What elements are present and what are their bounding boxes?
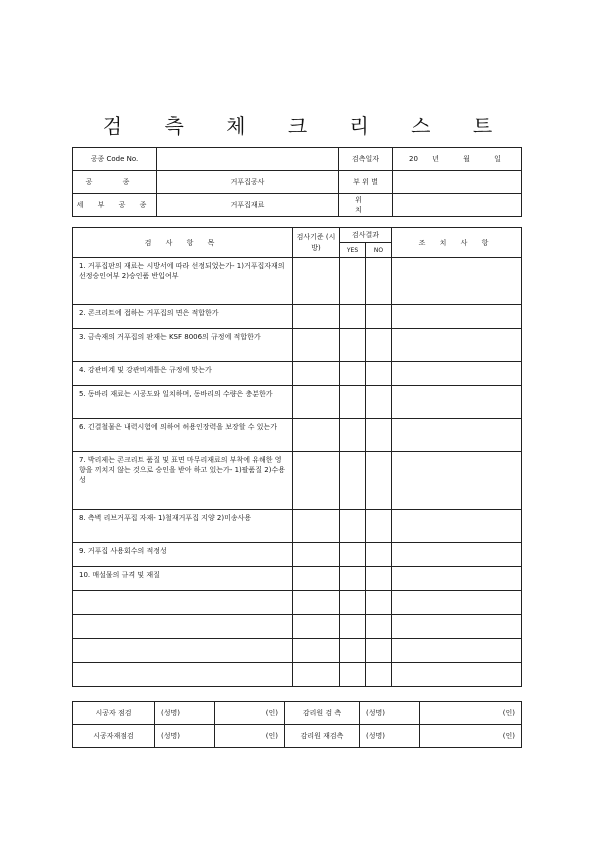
yes-cell[interactable] bbox=[340, 258, 366, 305]
blank-item-cell[interactable] bbox=[73, 639, 293, 663]
yes-cell[interactable] bbox=[340, 543, 366, 567]
action-cell[interactable] bbox=[392, 615, 522, 639]
contractor-check-seal[interactable]: (인) bbox=[215, 702, 285, 725]
action-cell[interactable] bbox=[392, 639, 522, 663]
yes-cell[interactable] bbox=[340, 362, 366, 386]
action-cell[interactable] bbox=[392, 567, 522, 591]
yes-cell[interactable] bbox=[340, 567, 366, 591]
contractor-check-sign[interactable]: (성명) bbox=[155, 702, 215, 725]
supervisor-reinspection-seal[interactable]: (인) bbox=[420, 725, 522, 748]
subwork-value[interactable]: 거푸집재료 bbox=[157, 194, 339, 217]
yes-cell[interactable] bbox=[340, 615, 366, 639]
yes-cell[interactable] bbox=[340, 386, 366, 419]
subwork-label: 세 부 공 종 bbox=[73, 194, 157, 217]
criteria-cell[interactable] bbox=[293, 615, 340, 639]
criteria-cell[interactable] bbox=[293, 663, 340, 687]
supervisor-inspection-seal[interactable]: (인) bbox=[420, 702, 522, 725]
yes-cell[interactable] bbox=[340, 510, 366, 543]
no-cell[interactable] bbox=[366, 452, 392, 510]
no-cell[interactable] bbox=[366, 567, 392, 591]
col-no-header: NO bbox=[366, 243, 392, 258]
location-field[interactable] bbox=[393, 171, 522, 194]
supervisor-reinspection-sign[interactable]: (성명) bbox=[360, 725, 420, 748]
date-month-unit: 월 bbox=[463, 155, 470, 163]
action-cell[interactable] bbox=[392, 362, 522, 386]
yes-cell[interactable] bbox=[340, 639, 366, 663]
action-cell[interactable] bbox=[392, 258, 522, 305]
no-cell[interactable] bbox=[366, 639, 392, 663]
action-cell[interactable] bbox=[392, 419, 522, 452]
no-cell[interactable] bbox=[366, 258, 392, 305]
date-year: 20 bbox=[409, 155, 418, 163]
no-cell[interactable] bbox=[366, 362, 392, 386]
action-cell[interactable] bbox=[392, 510, 522, 543]
yes-cell[interactable] bbox=[340, 591, 366, 615]
blank-item-cell[interactable] bbox=[73, 615, 293, 639]
no-cell[interactable] bbox=[366, 591, 392, 615]
checklist-item-10: 10. 매설물의 규격 및 재질 bbox=[73, 567, 293, 591]
yes-cell[interactable] bbox=[340, 452, 366, 510]
checklist-item-8: 8. 측벽 리브거푸집 자재- 1)철재거푸집 지양 2)미송사용 bbox=[73, 510, 293, 543]
criteria-cell[interactable] bbox=[293, 419, 340, 452]
page-title: 검 측 체 크 리 스 트 bbox=[102, 114, 511, 138]
criteria-cell[interactable] bbox=[293, 591, 340, 615]
yes-cell[interactable] bbox=[340, 419, 366, 452]
action-cell[interactable] bbox=[392, 591, 522, 615]
checklist-item-3: 3. 금속재의 거푸집의 판재는 KSF 8006의 규정에 적합한가 bbox=[73, 329, 293, 362]
work-label: 공 종 bbox=[73, 171, 157, 194]
date-field[interactable] bbox=[393, 148, 522, 171]
header-table bbox=[72, 147, 522, 217]
code-label: 공종 Code No. bbox=[73, 148, 157, 171]
signature-table bbox=[72, 701, 522, 748]
yes-cell[interactable] bbox=[340, 305, 366, 329]
date-year-unit: 년 bbox=[432, 155, 439, 163]
supervisor-reinspection-label: 감리원 재검측 bbox=[285, 725, 360, 748]
criteria-cell[interactable] bbox=[293, 543, 340, 567]
position-field[interactable] bbox=[393, 194, 522, 217]
no-cell[interactable] bbox=[366, 615, 392, 639]
checklist-table bbox=[72, 227, 522, 687]
action-cell[interactable] bbox=[392, 329, 522, 362]
work-value[interactable]: 거푸집공사 bbox=[157, 171, 339, 194]
col-criteria-header: 검사기준 (시방) bbox=[293, 228, 340, 258]
checklist-item-2: 2. 콘크리트에 접하는 거푸집의 면은 적합한가 bbox=[73, 305, 293, 329]
checklist-item-1: 1. 거푸집판의 재료는 시방서에 따라 선정되었는가- 1)거푸집자재의 선정승인여부 2)승인품 반입여부 bbox=[73, 258, 293, 305]
criteria-cell[interactable] bbox=[293, 567, 340, 591]
no-cell[interactable] bbox=[366, 305, 392, 329]
criteria-cell[interactable] bbox=[293, 510, 340, 543]
col-item-header: 검 사 항 목 bbox=[73, 228, 293, 258]
criteria-cell[interactable] bbox=[293, 386, 340, 419]
no-cell[interactable] bbox=[366, 419, 392, 452]
criteria-cell[interactable] bbox=[293, 305, 340, 329]
contractor-recheck-sign[interactable]: (성명) bbox=[155, 725, 215, 748]
action-cell[interactable] bbox=[392, 663, 522, 687]
checklist-item-6: 6. 긴결철물은 내력시험에 의하여 허용인장력을 보장할 수 있는가 bbox=[73, 419, 293, 452]
criteria-cell[interactable] bbox=[293, 452, 340, 510]
contractor-recheck-seal[interactable]: (인) bbox=[215, 725, 285, 748]
no-cell[interactable] bbox=[366, 329, 392, 362]
criteria-cell[interactable] bbox=[293, 639, 340, 663]
date-label: 검측일자 bbox=[339, 148, 393, 171]
contractor-recheck-label: 시공자재점검 bbox=[73, 725, 155, 748]
yes-cell[interactable] bbox=[340, 329, 366, 362]
action-cell[interactable] bbox=[392, 543, 522, 567]
no-cell[interactable] bbox=[366, 543, 392, 567]
col-result-header: 검사결과 bbox=[340, 228, 392, 243]
position-label: 위 치 bbox=[339, 194, 393, 217]
criteria-cell[interactable] bbox=[293, 362, 340, 386]
checklist-item-4: 4. 강관비계 및 강관비계틀은 규정에 맞는가 bbox=[73, 362, 293, 386]
yes-cell[interactable] bbox=[340, 663, 366, 687]
no-cell[interactable] bbox=[366, 386, 392, 419]
checklist-item-5: 5. 동바리 재료는 시공도와 일치하며, 동바리의 수량은 충분한가 bbox=[73, 386, 293, 419]
date-day-unit: 일 bbox=[494, 155, 501, 163]
action-cell[interactable] bbox=[392, 386, 522, 419]
col-yes-header: YES bbox=[340, 243, 366, 258]
criteria-cell[interactable] bbox=[293, 329, 340, 362]
supervisor-inspection-label: 감리원 검 측 bbox=[285, 702, 360, 725]
checklist-item-7: 7. 박리제는 콘크리트 품질 및 표면 마무리재료의 부착에 유해한 영향을 끼치지 않는 것으로 승인을 받아 하고 있는가- 1)팔품질 2)수용성 bbox=[73, 452, 293, 510]
criteria-cell[interactable] bbox=[293, 258, 340, 305]
supervisor-inspection-sign[interactable]: (성명) bbox=[360, 702, 420, 725]
action-cell[interactable] bbox=[392, 452, 522, 510]
action-cell[interactable] bbox=[392, 305, 522, 329]
contractor-check-label: 시공자 점검 bbox=[73, 702, 155, 725]
col-action-header: 조 치 사 항 bbox=[392, 228, 522, 258]
no-cell[interactable] bbox=[366, 510, 392, 543]
code-field[interactable] bbox=[157, 148, 339, 171]
blank-item-cell[interactable] bbox=[73, 663, 293, 687]
location-label: 부 위 별 bbox=[339, 171, 393, 194]
checklist-item-9: 9. 거푸집 사용회수의 적정성 bbox=[73, 543, 293, 567]
blank-item-cell[interactable] bbox=[73, 591, 293, 615]
no-cell[interactable] bbox=[366, 663, 392, 687]
